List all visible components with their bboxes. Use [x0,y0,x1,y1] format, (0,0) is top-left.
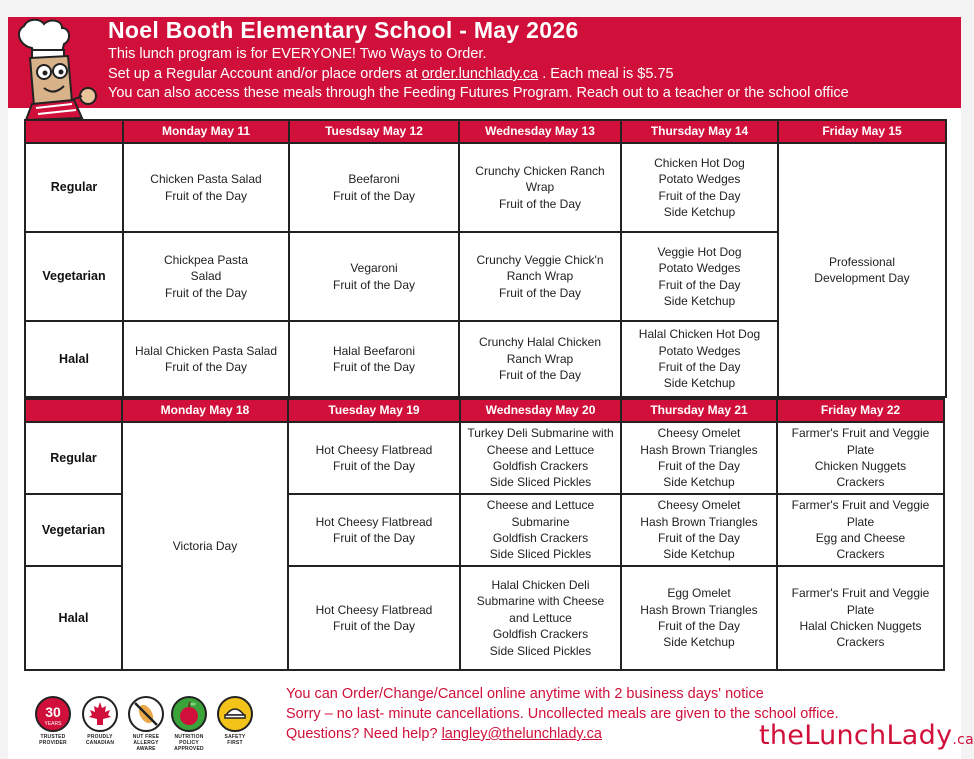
footer-help-text: Questions? Need help? [286,726,442,742]
menu-item: Salad [190,269,222,284]
table-row [25,143,946,232]
menu-cell [123,143,289,232]
badge-caption: NUT FREE [132,734,160,740]
menu-item: Plate [846,514,875,529]
friday-note: Professional [828,254,896,269]
menu-item: Side Ketchup [663,376,736,391]
menu-item: Fruit of the Day [657,619,741,633]
category-label: Vegetarian [25,494,122,566]
thirty-years-icon [34,695,72,733]
day-header: Wednesday May 20 [460,399,621,422]
week2-menu-table [24,398,945,671]
order-link[interactable]: order.lunchlady.ca [421,66,539,82]
badge-caption: NUTRITION [174,734,204,740]
badge-caption: POLICY [179,740,199,746]
menu-item: Ranch Wrap [506,351,574,366]
badge-caption: CANADIAN [85,740,115,746]
menu-item: Halal Chicken Deli [491,577,590,592]
menu-item: Fruit of the Day [498,285,582,300]
friday-note: Development Day [814,271,910,285]
menu-item: Farmer's Fruit and Veggie [791,426,930,441]
menu-item: Side Ketchup [663,204,736,219]
menu-item: Crunchy Veggie Chick'n [476,252,604,267]
badge-safety-first [215,695,255,755]
menu-item: Side Sliced Pickles [489,643,592,658]
menu-cell [460,494,621,566]
menu-cell [621,566,777,670]
menu-item: Side Ketchup [663,547,735,562]
menu-cell [289,321,459,397]
menu-item: Fruit of the Day [332,188,416,203]
order-line-pre: Set up a Regular Account and/or place orders at [108,66,422,82]
menu-item: Cheese and Lettuce [486,442,595,457]
monday-note-cell [122,422,288,670]
menu-item: Plate [846,442,875,457]
menu-cell [288,494,460,566]
menu-cell [460,566,621,670]
day-header: Friday May 15 [778,120,946,143]
day-header: Thursday May 14 [621,120,778,143]
menu-cell [123,232,289,321]
menu-item: Potato Wedges [658,172,741,187]
menu-item: Cheesy Omelet [657,498,741,513]
badge-caption: TRUSTED [40,734,66,740]
menu-cell [777,422,944,494]
header-banner [8,17,961,108]
menu-item: Side Ketchup [663,293,736,308]
brand-name: theLunchLady [759,720,953,751]
badge-caption: APPROVED [174,746,204,752]
menu-item: Farmer's Fruit and Veggie [791,586,930,601]
footer-help-note [286,724,839,744]
badge-caption: PROVIDER [39,740,67,746]
menu-cell [621,494,777,566]
menu-item: Hot Cheesy Flatbread [315,442,433,457]
menu-item: Egg and Cheese [815,531,906,545]
day-header: Tuesday May 19 [288,399,460,422]
badge-caption: FIRST [227,740,243,746]
menu-item: Crunchy Halal Chicken [478,335,602,350]
category-label: Regular [25,143,123,232]
menu-item: Crackers [836,635,885,650]
menu-item: Veggie Hot Dog [657,244,742,259]
brand-tld: .ca [952,732,974,748]
menu-item: Fruit of the Day [498,368,582,383]
week1-menu-table [24,119,947,398]
menu-item: Vegaroni [350,261,398,276]
day-header: Wednesday May 13 [459,120,621,143]
apple-icon [170,695,208,733]
menu-item: Hash Brown Triangles [640,514,758,529]
menu-item: Chicken Pasta Salad [150,172,262,187]
menu-item: Fruit of the Day [164,188,248,203]
menu-item: Turkey Deli Submarine with [467,426,614,441]
menu-cell [460,422,621,494]
menu-item: Cheese and Lettuce [486,498,595,513]
menu-item: Potato Wedges [658,261,741,276]
menu-item: Fruit of the Day [657,459,741,473]
menu-item: Side Sliced Pickles [489,547,592,562]
maple-leaf-icon [81,695,119,733]
menu-cell [288,566,460,670]
menu-cell [289,143,459,232]
friday-note-cell [778,143,946,397]
week1-corner [25,120,123,143]
menu-cell [288,422,460,494]
day-header: Monday May 18 [122,399,288,422]
badge-number-sub: YEARS [44,721,62,727]
menu-item: and Lettuce [509,610,572,625]
feeding-futures-line: You can also access these meals through the Feeding Futures Program. Reach out to a teacher or the school office [108,85,849,101]
menu-item: Fruit of the Day [498,196,582,211]
menu-item: Fruit of the Day [332,531,416,545]
menu-item: Crackers [836,547,885,562]
badge-number: 30 [45,704,61,720]
table-row [25,422,944,494]
day-header: Thursday May 21 [621,399,777,422]
menu-item: Submarine with Cheese [476,594,605,609]
menu-item: Fruit of the Day [164,360,248,374]
menu-item: Fruit of the Day [658,360,741,374]
monday-note: Victoria Day [172,538,238,553]
menu-item: Side Sliced Pickles [489,475,592,490]
badge-caption: AWARE [136,746,156,752]
menu-item: Side Ketchup [663,475,735,490]
day-header: Tuesdsay May 12 [289,120,459,143]
nut-free-icon [127,695,165,733]
category-label: Halal [25,566,122,670]
badge-row [33,695,258,755]
menu-item: Halal Chicken Nuggets [799,619,922,633]
footer-cancel-note: Sorry – no last- minute cancellations. Uncollected meals are given to the school office. [286,706,839,722]
menu-item: Fruit of the Day [658,277,741,292]
menu-item: Goldfish Crackers [492,627,589,642]
menu-item: Fruit of the Day [332,277,416,292]
menu-item: Goldfish Crackers [492,531,589,545]
menu-item: Chickpea Pasta [163,252,249,267]
menu-cell [123,321,289,397]
order-line-post: . Each meal is $5.75 [538,66,674,82]
menu-item: Hash Brown Triangles [640,442,758,457]
category-label: Vegetarian [25,232,123,321]
order-line [108,66,674,82]
menu-item: Goldfish Crackers [492,459,589,473]
menu-item: Egg Omelet [667,586,731,601]
badge-nut-free [126,695,166,755]
menu-item: Farmer's Fruit and Veggie [791,498,930,513]
menu-item: Hot Cheesy Flatbread [315,514,433,529]
menu-cell [777,494,944,566]
menu-cell [459,321,621,397]
menu-item: Hash Brown Triangles [640,602,758,617]
category-label: Regular [25,422,122,494]
intro-line: This lunch program is for EVERYONE! Two Ways to Order. [108,46,487,62]
menu-item: Fruit of the Day [657,531,741,545]
badge-trusted-provider [33,695,73,755]
menu-item: Fruit of the Day [332,360,416,374]
category-label: Halal [25,321,123,397]
menu-item: Fruit of the Day [332,459,416,473]
menu-item: Plate [846,602,875,617]
menu-item: Potato Wedges [658,343,741,358]
brand-logo [759,720,974,751]
menu-item: Submarine [511,514,570,529]
top-strip [8,3,961,17]
badge-nutrition-policy [169,695,209,755]
menu-item: Ranch Wrap [506,269,574,284]
footer-notes [286,684,839,744]
menu-cell [621,143,778,232]
day-header: Monday May 11 [123,120,289,143]
menu-item: Crunchy Chicken Ranch [475,163,605,178]
badge-caption: ALLERGY [133,740,159,746]
badge-proudly-canadian [80,695,120,755]
menu-item: Halal Chicken Hot Dog [638,327,761,342]
menu-item: Side Ketchup [663,635,735,650]
menu-cell [289,232,459,321]
menu-item: Fruit of the Day [332,619,416,633]
badge-caption: PROUDLY [87,734,113,740]
badge-caption: SAFETY [224,734,246,740]
day-header: Friday May 22 [777,399,944,422]
menu-item: Beefaroni [348,172,400,187]
contact-email-link[interactable]: langley@thelunchlady.ca [441,726,602,742]
menu-cell [459,143,621,232]
menu-cell [621,232,778,321]
menu-item: Halal Beefaroni [332,343,416,358]
menu-item: Cheesy Omelet [657,426,741,441]
page-title: Noel Booth Elementary School - May 2026 [108,17,579,43]
menu-item: Chicken Hot Dog [654,155,745,170]
menu-cell [621,422,777,494]
menu-item: Fruit of the Day [164,285,248,300]
menu-item: Wrap [525,180,555,195]
menu-cell [459,232,621,321]
menu-item: Chicken Nuggets [814,459,907,473]
footer-order-note: You can Order/Change/Cancel online anytime with 2 business days' notice [286,686,764,702]
menu-item: Halal Chicken Pasta Salad [134,343,278,358]
chef-mascot-icon [10,18,110,122]
safety-icon [216,695,254,733]
menu-item: Fruit of the Day [658,188,741,203]
menu-cell [777,566,944,670]
menu-item: Crackers [836,475,885,490]
week2-corner [25,399,122,422]
menu-item: Hot Cheesy Flatbread [315,602,433,617]
menu-cell [621,321,778,397]
